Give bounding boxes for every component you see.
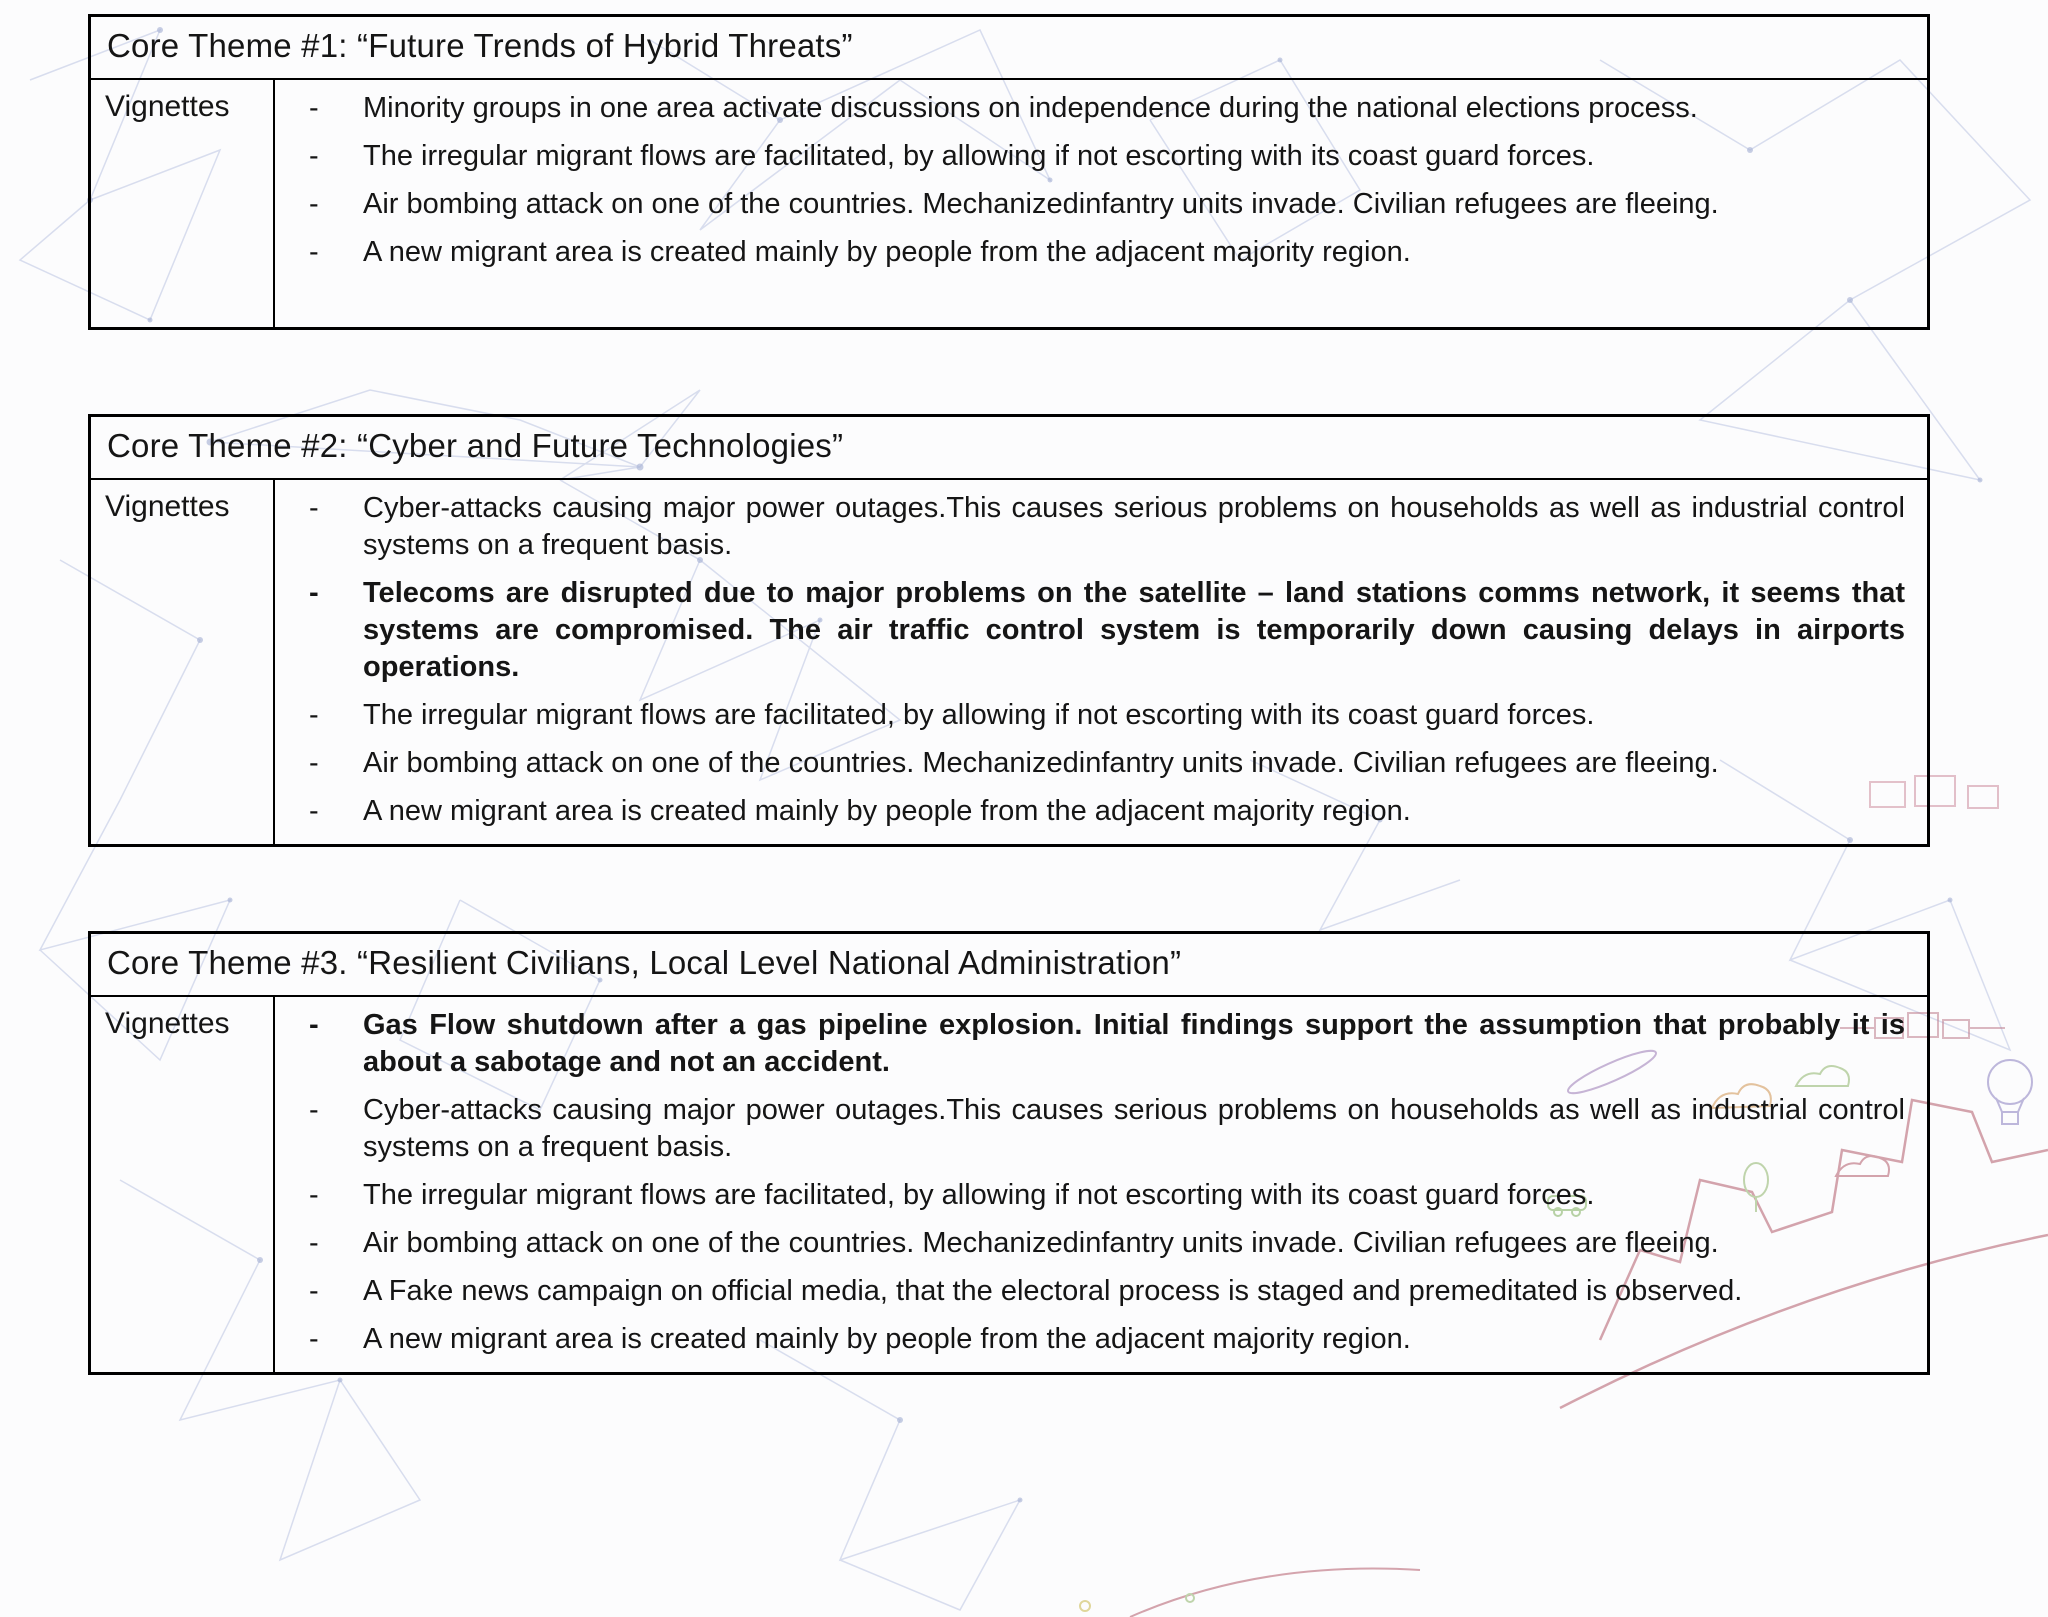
- vignette-item: [275, 1273, 1905, 1310]
- vignette-list: [275, 90, 1905, 271]
- vignette-list: [275, 1007, 1905, 1358]
- vignette-item: [275, 138, 1905, 175]
- bullet-dash: -: [309, 1009, 319, 1041]
- vignette-text: Gas Flow shutdown after a gas pipeline explosion. Initial findings support the assumption that probably it is about a sabotage and not an accident.: [363, 1009, 1905, 1078]
- bullet-dash: -: [309, 1227, 319, 1259]
- bullet-dash: -: [309, 699, 319, 731]
- vignette-list: [275, 490, 1905, 830]
- core-theme-1-title: Core Theme #1: “Future Trends of Hybrid Threats”: [90, 16, 1929, 80]
- vignette-text: A new migrant area is created mainly by people from the adjacent majority region.: [363, 795, 1411, 827]
- vignette-item: [275, 697, 1905, 734]
- core-theme-2-title: Core Theme #2: “Cyber and Future Technologies”: [90, 416, 1929, 480]
- core-theme-1-table: [88, 14, 1930, 330]
- vignette-item: [275, 1092, 1905, 1166]
- vignette-text: Minority groups in one area activate discussions on independence during the national elections process.: [363, 92, 1698, 124]
- row-label-vignettes: Vignettes: [90, 479, 275, 846]
- bullet-dash: -: [309, 188, 319, 220]
- vignette-item: [275, 1225, 1905, 1262]
- vignette-item: [275, 1007, 1905, 1081]
- core-theme-3-table: [88, 931, 1930, 1375]
- vignettes-cell: [274, 996, 1929, 1374]
- row-label-vignettes: Vignettes: [90, 79, 275, 329]
- vignette-text: A new migrant area is created mainly by people from the adjacent majority region.: [363, 1323, 1411, 1355]
- vignette-item: [275, 793, 1905, 830]
- bullet-dash: -: [309, 577, 319, 609]
- bullet-dash: -: [309, 236, 319, 268]
- bullet-dash: -: [309, 1275, 319, 1307]
- vignettes-cell: [274, 479, 1929, 846]
- core-theme-2-table: [88, 414, 1930, 847]
- bullet-dash: -: [309, 92, 319, 124]
- vignette-text: The irregular migrant flows are facilitated, by allowing if not escorting with its coast guard forces.: [363, 699, 1595, 731]
- vignette-text: Cyber-attacks causing major power outages.This causes serious problems on households as well as industrial control systems on a frequent basis.: [363, 1094, 1905, 1163]
- vignette-item: [275, 575, 1905, 686]
- bullet-dash: -: [309, 1094, 319, 1126]
- vignette-text: Cyber-attacks causing major power outages.This causes serious problems on households as well as industrial control systems on a frequent basis.: [363, 492, 1905, 561]
- vignettes-cell: [274, 79, 1929, 329]
- vignette-text: A new migrant area is created mainly by people from the adjacent majority region.: [363, 236, 1411, 268]
- vignette-text: The irregular migrant flows are facilitated, by allowing if not escorting with its coast guard forces.: [363, 1179, 1595, 1211]
- vignette-text: A Fake news campaign on official media, that the electoral process is staged and premeditated is observed.: [363, 1275, 1743, 1307]
- bullet-dash: -: [309, 1179, 319, 1211]
- vignette-item: [275, 1321, 1905, 1358]
- bullet-dash: -: [309, 140, 319, 172]
- vignette-item: [275, 490, 1905, 564]
- bullet-dash: -: [309, 795, 319, 827]
- core-theme-3-title: Core Theme #3. “Resilient Civilians, Local Level National Administration”: [90, 933, 1929, 997]
- vignette-text: Air bombing attack on one of the countries. Mechanizedinfantry units invade. Civilian refugees are fleeing.: [363, 1227, 1719, 1259]
- bullet-dash: -: [309, 1323, 319, 1355]
- vignette-item: [275, 90, 1905, 127]
- vignette-item: [275, 186, 1905, 223]
- bullet-dash: -: [309, 747, 319, 779]
- vignette-item: [275, 745, 1905, 782]
- vignette-text: Telecoms are disrupted due to major problems on the satellite – land stations comms network, it seems that systems are compromised. The air traffic control system is temporarily down causing delays in airports operations.: [363, 577, 1905, 683]
- row-label-vignettes: Vignettes: [90, 996, 275, 1374]
- vignette-text: Air bombing attack on one of the countries. Mechanizedinfantry units invade. Civilian refugees are fleeing.: [363, 188, 1719, 220]
- vignette-text: The irregular migrant flows are facilitated, by allowing if not escorting with its coast guard forces.: [363, 140, 1595, 172]
- vignette-item: [275, 1177, 1905, 1214]
- bullet-dash: -: [309, 492, 319, 524]
- vignette-item: [275, 234, 1905, 271]
- vignette-text: Air bombing attack on one of the countries. Mechanizedinfantry units invade. Civilian refugees are fleeing.: [363, 747, 1719, 779]
